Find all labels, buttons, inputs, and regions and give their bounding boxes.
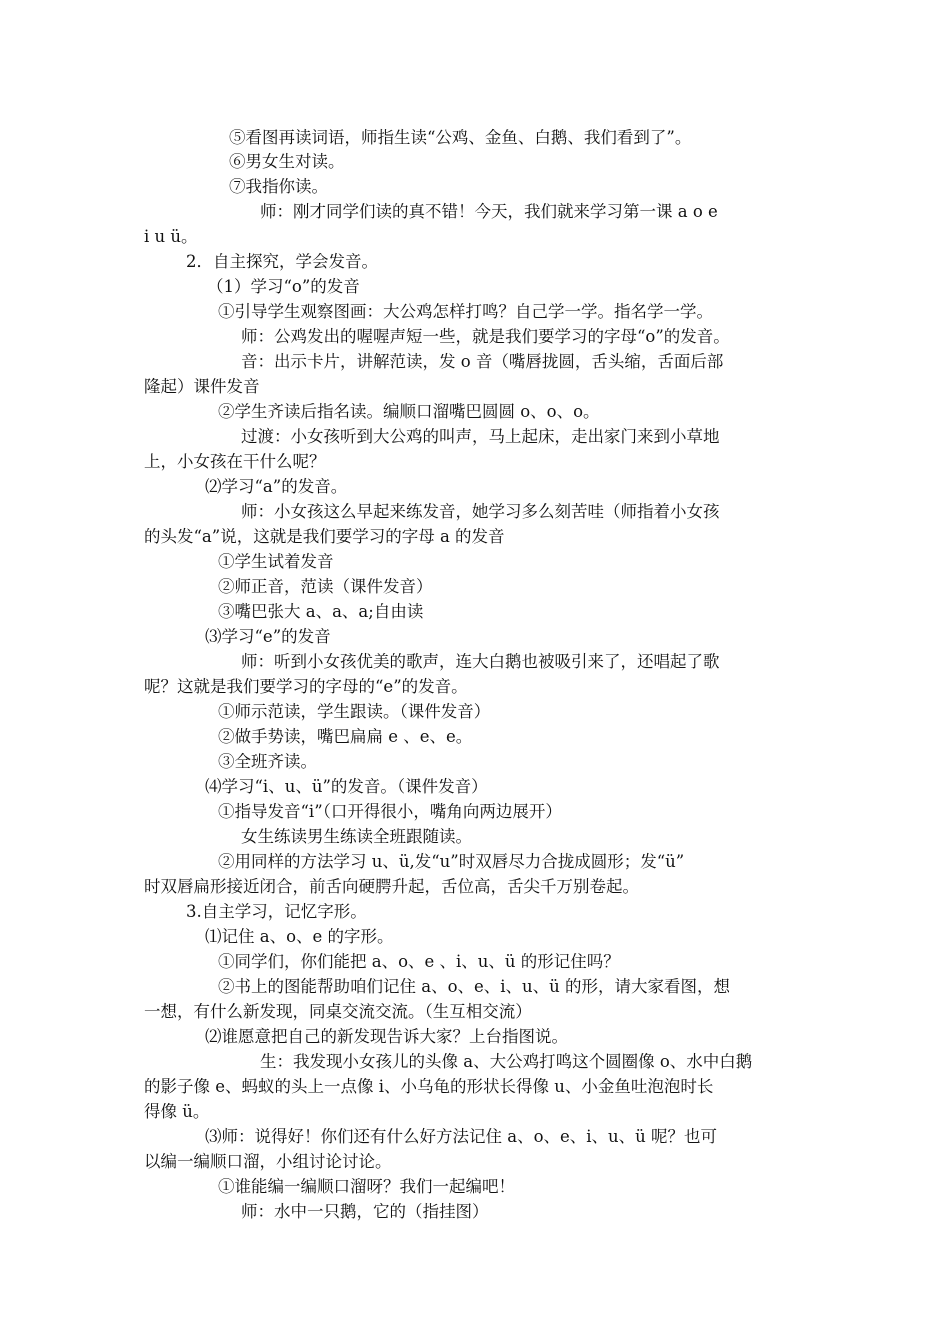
- text-line: ⑶师：说得好！你们还有什么好方法记住 a、o、e、i、u、ü 呢？也可: [205, 1127, 718, 1146]
- text-line: 生：我发现小女孩儿的头像 a、大公鸡打鸣这个圆圈像 o、水中白鹅: [260, 1052, 753, 1071]
- text-line: ②学生齐读后指名读。编顺口溜嘴巴圆圆 o、o、o。: [218, 402, 600, 421]
- text-line: 上，小女孩在干什么呢？: [144, 452, 326, 471]
- text-line: ⑥男女生对读。: [229, 152, 345, 171]
- text-line: 音：出示卡片，讲解范读，发 o 音（嘴唇拢圆，舌头缩，舌面后部: [241, 352, 724, 371]
- text-line: ②书上的图能帮助咱们记住 a、o、e、i、u、ü 的形，请大家看图，想: [218, 977, 731, 996]
- text-line: ⑴记住 a、o、e 的字形。: [205, 927, 394, 946]
- text-line: ⑦我指你读。: [229, 177, 328, 196]
- text-line: （1）学习“o”的发音: [207, 277, 360, 296]
- text-line: ①学生试着发音: [218, 552, 334, 571]
- text-line: ⑵谁愿意把自己的新发现告诉大家？上台指图说。: [205, 1027, 568, 1046]
- text-line: ③嘴巴张大 a、a、a;自由读: [218, 602, 424, 621]
- text-line: 师：听到小女孩优美的歌声，连大白鹅也被吸引来了，还唱起了歌: [241, 652, 720, 671]
- text-line: 时双唇扁形接近闭合，前舌向硬腭升起，舌位高，舌尖千万别卷起。: [144, 877, 639, 896]
- text-line: ⑶学习“e”的发音: [205, 627, 331, 646]
- text-line: ②师正音，范读（课件发音）: [218, 577, 433, 596]
- text-line: ⑷学习“i、u、ü”的发音。（课件发音）: [205, 777, 488, 796]
- text-line: 呢？这就是我们要学习的字母的“e”的发音。: [144, 677, 468, 696]
- text-line: 隆起）课件发音: [144, 377, 260, 396]
- text-line: 3.自主学习，记忆字形。: [186, 902, 367, 921]
- text-line: 师：小女孩这么早起来练发音，她学习多么刻苦哇（师指着小女孩: [241, 502, 720, 521]
- text-line: ③全班齐读。: [218, 752, 317, 771]
- text-line: 师：水中一只鹅，它的（指挂图）: [241, 1202, 489, 1221]
- text-line: ⑵学习“a”的发音。: [205, 477, 348, 496]
- text-line: ①引导学生观察图画：大公鸡怎样打鸣？自己学一学。指名学一学。: [218, 302, 713, 321]
- text-line: 的头发“a”说，这就是我们要学习的字母 a 的发音: [144, 527, 505, 546]
- text-line: 师：刚才同学们读的真不错！今天，我们就来学习第一课 a o e: [260, 202, 718, 221]
- text-line: ②用同样的方法学习 u、ü,发“u”时双唇尽力合拢成圆形；发“ü”: [218, 852, 685, 871]
- text-line: 得像 ü。: [144, 1102, 210, 1121]
- text-line: ②做手势读，嘴巴扁扁 e 、e、e。: [218, 727, 473, 746]
- text-line: ①师示范读，学生跟读。（课件发音）: [218, 702, 491, 721]
- text-line: 过渡：小女孩听到大公鸡的叫声，马上起床，走出家门来到小草地: [241, 427, 720, 446]
- text-line: 女生练读男生练读全班跟随读。: [241, 827, 472, 846]
- text-line: 师：公鸡发出的喔喔声短一些，就是我们要学习的字母“o”的发音。: [241, 327, 730, 346]
- text-line: i u ü。: [144, 227, 198, 246]
- text-line: 的影子像 e、蚂蚁的头上一点像 i、小乌龟的形状长得像 u、小金鱼吐泡泡时长: [144, 1077, 714, 1096]
- text-line: ①同学们，你们能把 a、o、e 、i、u、ü 的形记住吗？: [218, 952, 620, 971]
- text-line: ①指导发音“i”（口开得很小，嘴角向两边展开）: [218, 802, 562, 821]
- text-line: ①谁能编一编顺口溜呀？我们一起编吧！: [218, 1177, 515, 1196]
- text-line: 一想，有什么新发现，同桌交流交流。（生互相交流）: [144, 1002, 532, 1021]
- text-line: ⑤看图再读词语，师指生读“公鸡、金鱼、白鹅、我们看到了”。: [229, 128, 692, 147]
- text-line: 2．自主探究，学会发音。: [186, 252, 378, 271]
- text-line: 以编一编顺口溜，小组讨论讨论。: [144, 1152, 392, 1171]
